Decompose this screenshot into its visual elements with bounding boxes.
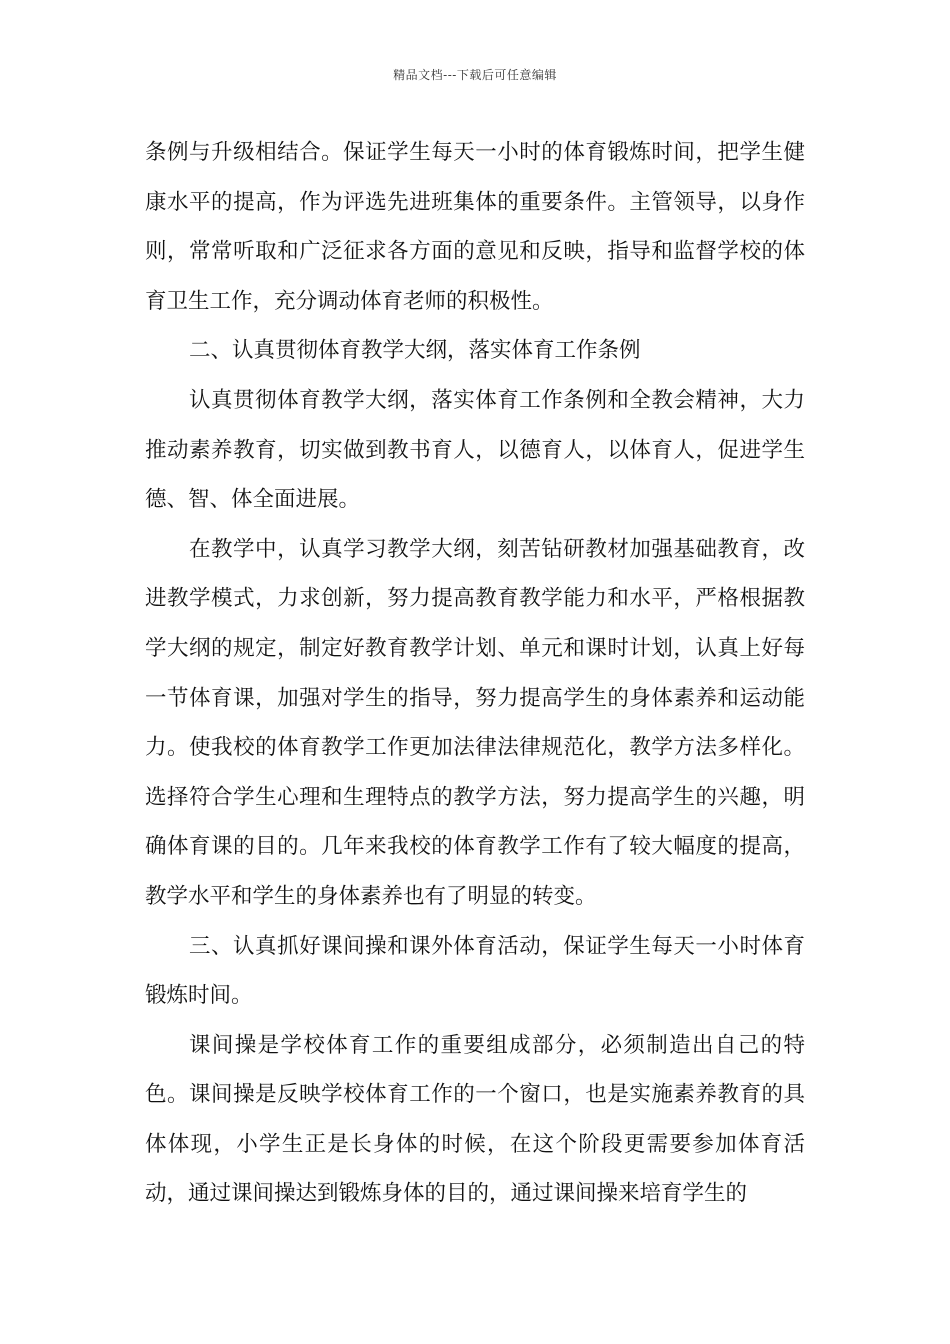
section-heading-3: 三、认真抓好课间操和课外体育活动，保证学生每天一小时体育锻炼时间。 <box>145 933 805 1009</box>
paragraph: 在教学中，认真学习教学大纲，刻苦钻研教材加强基础教育，改进教学模式，力求创新，努力提高教育教学能力和水平，严格根据教学大纲的规定，制定好教育教学计划、单元和课时计划，认真上好每一节体育课，加强对学生的指导，努力提高学生的身体素养和运动能力。使我校的体育教学工作更加法律法律规范化，教学方法多样化。选择符合学生心理和生理特点的教学方法，努力提高学生的兴趣，明确体育课的目的。几年来我校的体育教学工作有了较大幅度的提高，教学水平和学生的身体素养也有了明显的转变。 <box>145 536 805 909</box>
paragraph: 认真贯彻体育教学大纲，落实体育工作条例和全教会精神，大力推动素养教育，切实做到教书育人，以德育人，以体育人，促进学生德、智、体全面进展。 <box>145 387 805 513</box>
section-heading-2: 二、认真贯彻体育教学大纲，落实体育工作条例 <box>189 338 641 364</box>
paragraph-continuation: 条例与升级相结合。保证学生每天一小时的体育锻炼时间，把学生健康水平的提高，作为评选先进班集体的重要条件。主管领导，以身作则，常常听取和广泛征求各方面的意见和反映，指导和监督学校的体育卫生工作，充分调动体育老师的积极性。 <box>145 140 805 314</box>
paragraph: 课间操是学校体育工作的重要组成部分，必须制造出自己的特色。课间操是反映学校体育工作的一个窗口，也是实施素养教育的具体体现，小学生正是长身体的时候，在这个阶段更需要参加体育活动，通过课间操达到锻炼身体的目的，通过课间操来培育学生的 <box>145 1032 805 1207</box>
page-header: 精品文档---下载后可任意编辑 <box>393 68 557 82</box>
document-body <box>145 128 805 1219</box>
